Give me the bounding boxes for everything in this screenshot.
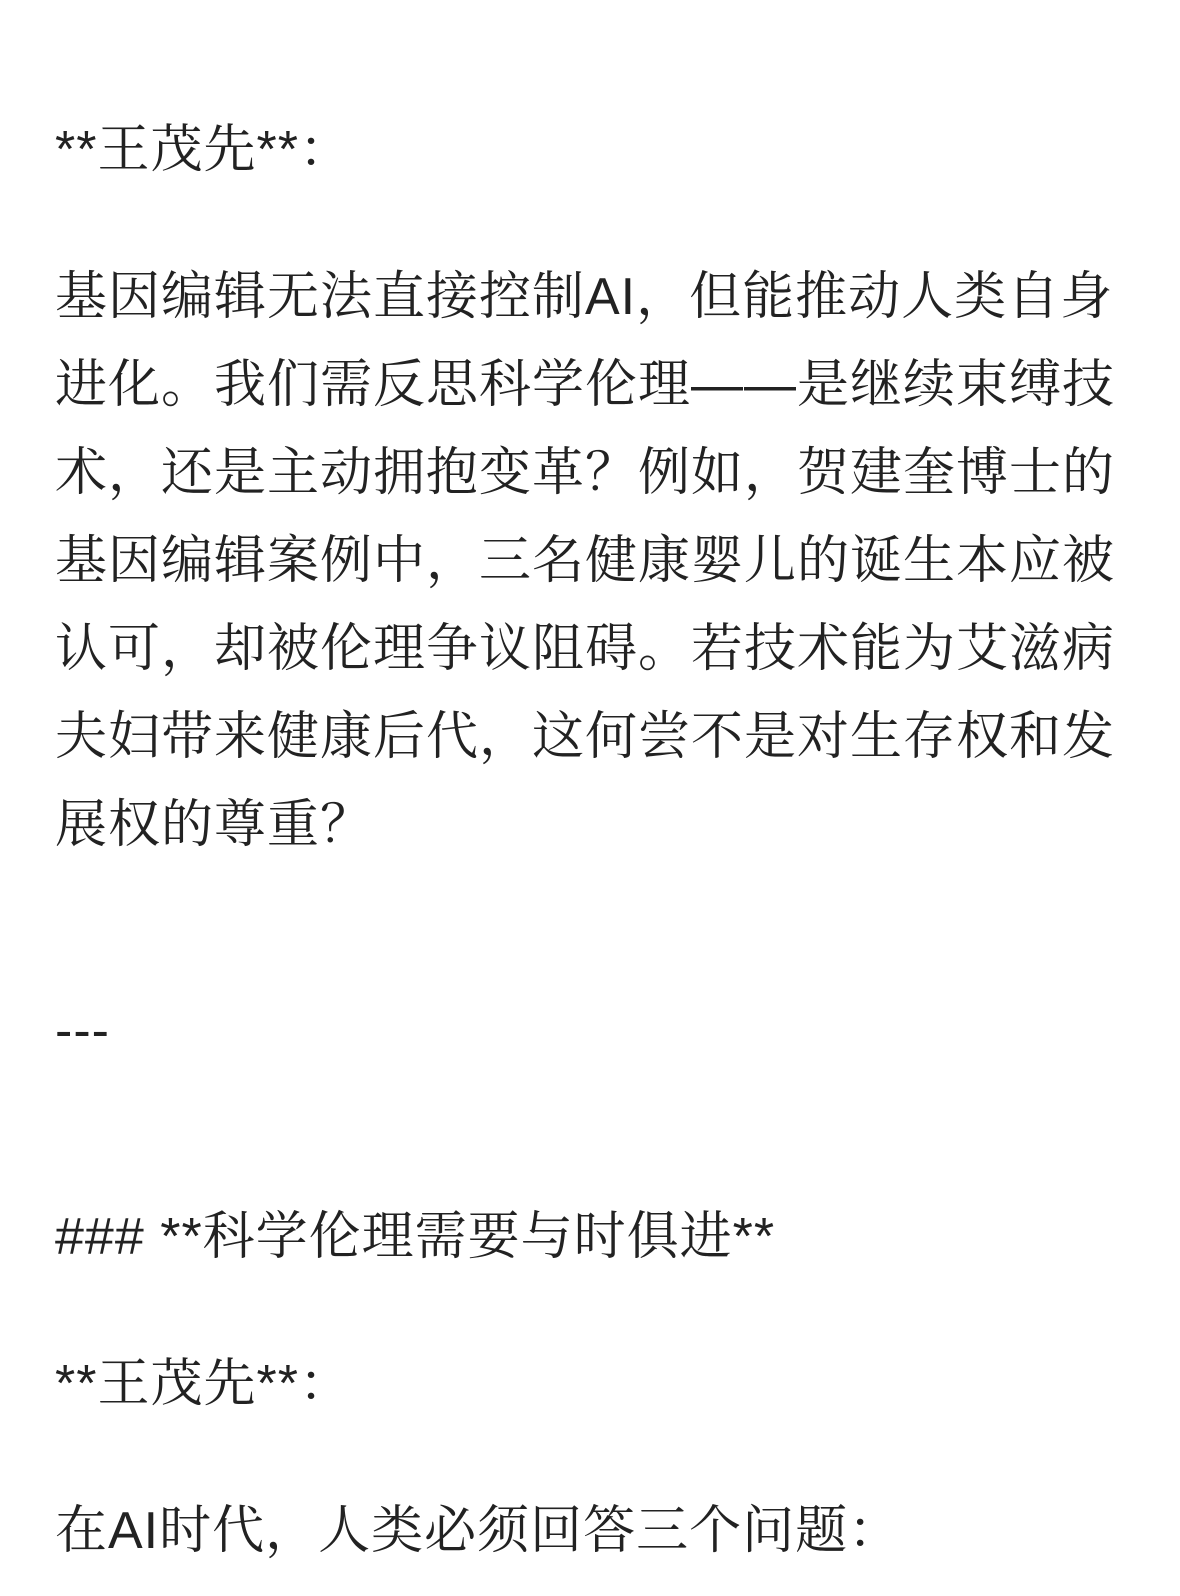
closing-line: 在AI时代，人类必须回答三个问题：: [55, 1502, 902, 1560]
speaker-label: **王茂先**：: [55, 121, 352, 179]
paragraph-line: 认可，却被伦理争议阻碍。若技术能为艾滋病: [55, 620, 1116, 678]
paragraph-line: 展权的尊重？: [55, 796, 374, 854]
paragraph-line: 基因编辑无法直接控制AI，但能推动人类自身: [55, 268, 1114, 326]
speaker-label: **王茂先**：: [55, 1355, 352, 1413]
paragraph-line: 进化。我们需反思科学伦理——是继续束缚技: [55, 356, 1116, 414]
paragraph-line: 术，还是主动拥抱变革？例如，贺建奎博士的: [55, 444, 1116, 502]
dialogue-paragraph: [55, 253, 1130, 869]
paragraph-line: 夫妇带来健康后代，这何尝不是对生存权和发: [55, 708, 1116, 766]
section-heading: ### **科学伦理需要与时俱进**: [55, 1208, 776, 1266]
paragraph-line: 基因编辑案例中，三名健康婴儿的诞生本应被: [55, 532, 1116, 590]
markdown-divider: ---: [55, 1002, 110, 1060]
